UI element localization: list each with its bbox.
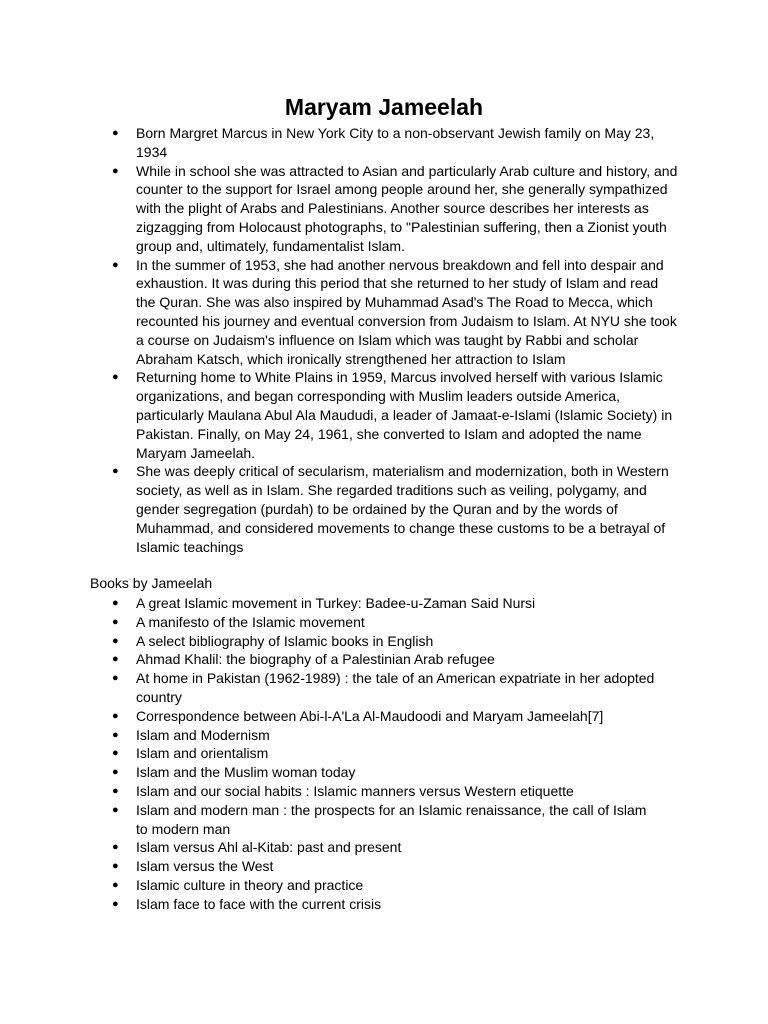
book-list-item bbox=[90, 838, 662, 857]
book-title: Correspondence between Abi-l-A'La Al-Maudoodi and Maryam Jameelah[7] bbox=[136, 707, 604, 724]
books-list bbox=[90, 594, 662, 914]
book-title: Islam and the Muslim woman today bbox=[136, 764, 356, 781]
book-title: At home in Pakistan (1962-1989) : the tale of an American expatriate in her adopted country bbox=[136, 670, 655, 705]
bio-list-item bbox=[90, 124, 680, 162]
book-title: Islam face to face with the current crisis bbox=[136, 895, 382, 912]
bullet-icon: ● bbox=[112, 747, 119, 760]
bullet-icon: ● bbox=[112, 766, 119, 779]
book-title: Islam versus Ahl al-Kitab: past and present bbox=[136, 839, 402, 856]
book-list-item bbox=[90, 801, 662, 839]
book-title: Islam and Modernism bbox=[136, 726, 270, 743]
bullet-icon: ● bbox=[112, 672, 119, 685]
bullet-icon: ● bbox=[112, 897, 119, 910]
book-list-item bbox=[90, 895, 662, 914]
book-title: Islam and our social habits : Islamic manners versus Western etiquette bbox=[136, 782, 574, 799]
book-title: A manifesto of the Islamic movement bbox=[136, 613, 365, 630]
book-title: Islam versus the West bbox=[136, 858, 274, 875]
bio-item-text: While in school she was attracted to Asian and particularly Arab culture and history, and counter to the support for Israel among people around her, she generally sympathized with the plight of Arabs and Palestinians. Another source describes her interests as zigzagging from Holocaust photographs, to "Palestinian suffering, then a Zionist youth group and, ultimately, fundamentalist Islam. bbox=[136, 162, 678, 254]
page-title: Maryam Jameelah bbox=[284, 94, 484, 120]
bio-list-item bbox=[90, 368, 680, 462]
books-heading: Books by Jameelah bbox=[90, 575, 213, 591]
bullet-icon: ● bbox=[112, 465, 119, 478]
bullet-icon: ● bbox=[112, 597, 119, 609]
bio-item-text: She was deeply critical of secularism, materialism and modernization, both in Western society, as well as in Islam. She regarded traditions such as veiling, polygamy, and gender segregation (purdah) to be ordained by the Quran and by the words of Muhammad, and considered movements to change these customs to be a betrayal of Islamic teachings bbox=[136, 463, 669, 555]
book-list-item bbox=[90, 782, 662, 801]
book-list-item bbox=[90, 594, 662, 613]
bullet-icon: ● bbox=[112, 164, 119, 177]
book-list-item bbox=[90, 707, 662, 726]
bullet-icon: ● bbox=[112, 258, 119, 271]
bullet-icon: ● bbox=[112, 878, 119, 891]
book-list-item bbox=[90, 857, 662, 876]
bullet-icon: ● bbox=[112, 709, 119, 722]
book-title: Islam and modern man : the prospects for an Islamic renaissance, the call of Islam to modern man bbox=[136, 801, 647, 837]
book-title: Islam and orientalism bbox=[136, 745, 269, 762]
book-title: A select bibliography of Islamic books in English bbox=[136, 632, 434, 649]
bio-item-text: In the summer of 1953, she had another nervous breakdown and fell into despair and exhaustion. It was during this period that she returned to her study of Islam and read the Quran. She was also inspired by Muhammad Asad's The Road to Mecca, which recounted his journey and eventual conversion from Judaism to Islam. At NYU she took a course on Judaism's influence on Islam which was taught by Rabbi and scholar Abraham Katsch, which ironically strengthened her attraction to Islam bbox=[136, 256, 677, 367]
bullet-icon: ● bbox=[112, 371, 119, 384]
bullet-icon: ● bbox=[112, 728, 119, 741]
book-list-item bbox=[90, 876, 662, 895]
book-title: A great Islamic movement in Turkey: Badee-u-Zaman Said Nursi bbox=[136, 595, 536, 611]
bullet-icon: ● bbox=[112, 803, 119, 816]
bio-item-text: Born Margret Marcus in New York City to a non-observant Jewish family on May 23, 1934 bbox=[136, 125, 655, 160]
bullet-icon: ● bbox=[112, 127, 119, 139]
bio-list-item bbox=[90, 256, 680, 369]
bullet-icon: ● bbox=[112, 653, 119, 666]
bullet-icon: ● bbox=[112, 860, 119, 873]
bio-list-item bbox=[90, 462, 680, 556]
biography-list bbox=[90, 124, 680, 556]
bio-item-text: Returning home to White Plains in 1959, Marcus involved herself with various Islamic organizations, and began corresponding with Muslim leaders outside America, particularly Maulana Abul Ala Maududi, a leader of Jamaat-e-Islami (Islamic Society) in Pakistan. Finally, on May 24, 1961, she converted to Islam and adopted the name Maryam Jameelah. bbox=[136, 369, 673, 461]
bullet-icon: ● bbox=[112, 841, 119, 854]
book-list-item bbox=[90, 669, 662, 707]
book-list-item bbox=[90, 726, 662, 745]
book-list-item bbox=[90, 650, 662, 669]
book-list-item bbox=[90, 744, 662, 763]
book-list-item bbox=[90, 632, 662, 651]
book-title: Ahmad Khalil: the biography of a Palestinian Arab refugee bbox=[136, 651, 495, 668]
book-list-item bbox=[90, 763, 662, 782]
bio-list-item bbox=[90, 162, 680, 256]
bullet-icon: ● bbox=[112, 634, 119, 647]
bullet-icon: ● bbox=[112, 784, 119, 797]
bullet-icon: ● bbox=[112, 615, 119, 628]
book-title: Islamic culture in theory and practice bbox=[136, 876, 364, 893]
book-list-item bbox=[90, 613, 662, 632]
